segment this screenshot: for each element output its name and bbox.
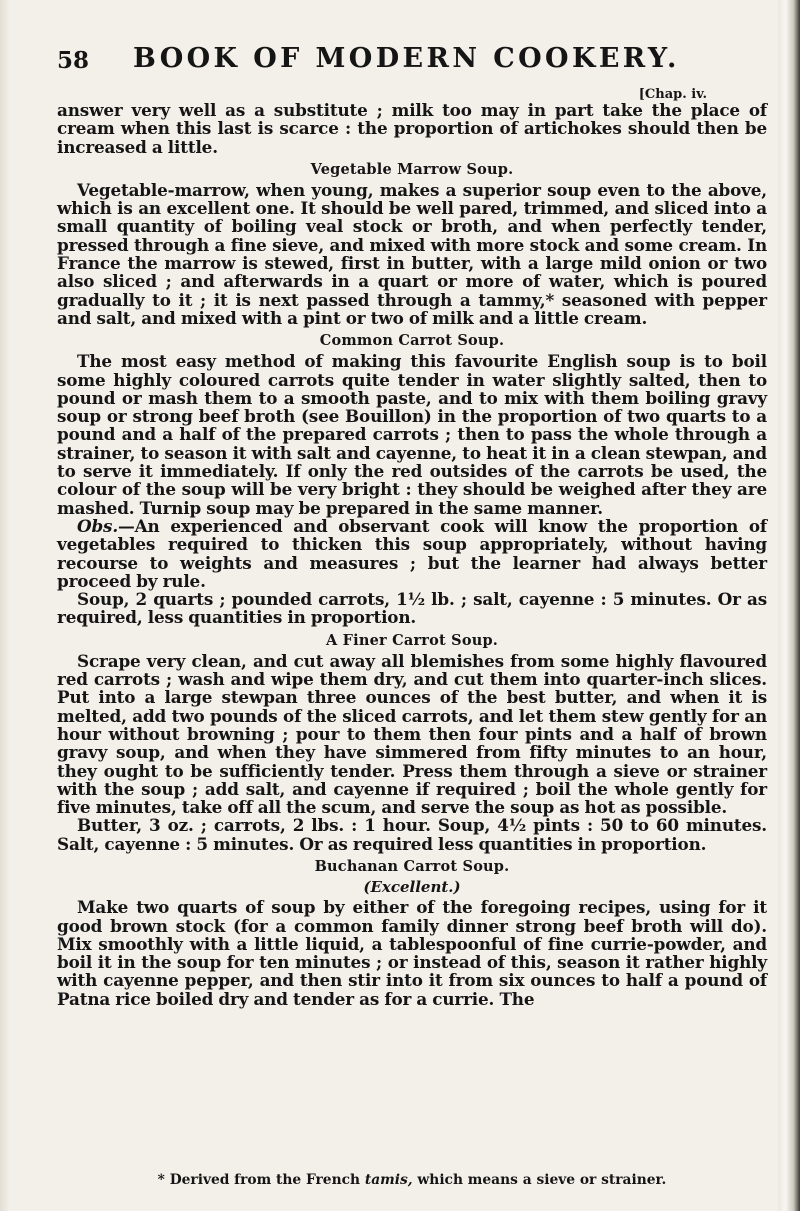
buchanan-carrot-heading: Buchanan Carrot Soup.	[314, 857, 510, 875]
running-head	[57, 43, 767, 82]
common-carrot-heading: Common Carrot Soup.	[319, 332, 505, 350]
page-gutter-shadow	[0, 0, 10, 1211]
footnote	[57, 1172, 767, 1188]
page-text	[57, 43, 767, 1009]
vegetable-marrow-heading: Vegetable Marrow Soup.	[310, 160, 514, 178]
footnote-mark: *	[157, 1172, 165, 1188]
intro-paragraph: answer very well as a substitute ; milk too may in part take the place of cream when this last is scarce : the proportion of artichokes should then be increased a little.	[57, 100, 767, 157]
common-carrot-paragraph: The most easy method of making this favourite English soup is to boil some highly coloured carrots quite tender in water slightly salted, then to pound or mash them to a smooth paste, and to mix with them boiling gravy soup or strong beef broth (see Bouillon) in the proportion of two quarts to a pound and a half of the prepared carrots ; then to pass the whole through a strainer, to season it with salt and cayenne, to heat it in a clean stewpan, and to serve it immediately. If only the red outsides of the carrots be used, the colour of the soup will be very bright : they should be weighed after they are mashed. Turnip soup may be prepared in the same manner.	[57, 351, 767, 518]
page-number: 58	[57, 47, 90, 74]
book-title: BOOK OF MODERN COOKERY.	[133, 43, 680, 74]
vegetable-marrow-paragraph: Vegetable-marrow, when young, makes a superior soup even to the above, which is an excellent one. It should be well pared, trimmed, and sliced into a small quantity of boiling veal stock or broth, and when perfectly tender, pressed through a fine sieve, and mixed with more stock and some cream. In France the marrow is stewed, first in butter, with a large mild onion or two also sliced ; and afterwards in a quart or more of water, which is poured gradually to it ; it is next passed through a tammy,* seasoned with pepper and salt, and mixed with a pint or two of milk and a little cream.	[57, 179, 767, 328]
finer-carrot-summary: Butter, 3 oz. ; carrots, 2 lbs. : 1 hour. Soup, 4½ pints : 50 to 60 minutes. Salt, cayenne : 5 minutes. Or as required less quantities in proportion.	[57, 815, 767, 854]
common-carrot-summary: Soup, 2 quarts ; pounded carrots, 1½ lb. ; salt, cayenne : 5 minutes. Or as required, less quantities in proportion.	[57, 589, 767, 628]
finer-carrot-paragraph: Scrape very clean, and cut away all blemishes from some highly flavoured red carrots ; wash and wipe them dry, and cut them into quarter-inch slices. Put into a large stewpan three ounces of the best butter, and when it is melted, add two pounds of the sliced carrots, and let them stew gently for an hour without browning ; pour to them then four pints and a half of brown gravy soup, and when they have simmered from fifty minutes to an hour, they ought to be sufficiently tender. Press them through a sieve or strainer with the soup ; add salt, and cayenne if required ; boil the whole gently for five minutes, take off all the scum, and serve the soup as hot as possible.	[57, 650, 767, 818]
chapter-reference: [Chap. iv.	[638, 87, 707, 102]
footnote-text-after: which means a sieve or strainer.	[417, 1172, 667, 1188]
obs-label: Obs.	[77, 515, 119, 536]
common-carrot-observation	[57, 517, 767, 590]
buchanan-carrot-paragraph: Make two quarts of soup by either of the foregoing recipes, using for it good brown stock (for a common family dinner strong beef broth will do). Mix smoothly with a little liquid, a tablespoonful of fine currie-powder, and boil it in the soup for ten minutes ; or instead of this, season it rather highly with cayenne pepper, and then stir into it from six ounces to half a pound of Patna rice boiled dry and tender as for a currie. The	[57, 897, 767, 1009]
obs-text: —An experienced and observant cook will know the proportion of vegetables required to thicken this soup appropriately, without having recourse to weights and measures ; but the learner had always better proceed by rule.	[57, 515, 767, 591]
page-edge-shadow	[778, 0, 800, 1211]
footnote-text-before: Derived from the French	[169, 1172, 361, 1188]
finer-carrot-heading: A Finer Carrot Soup.	[325, 631, 499, 649]
buchanan-carrot-subheading: (Excellent.)	[363, 877, 461, 896]
footnote-word: tamis,	[364, 1172, 413, 1188]
